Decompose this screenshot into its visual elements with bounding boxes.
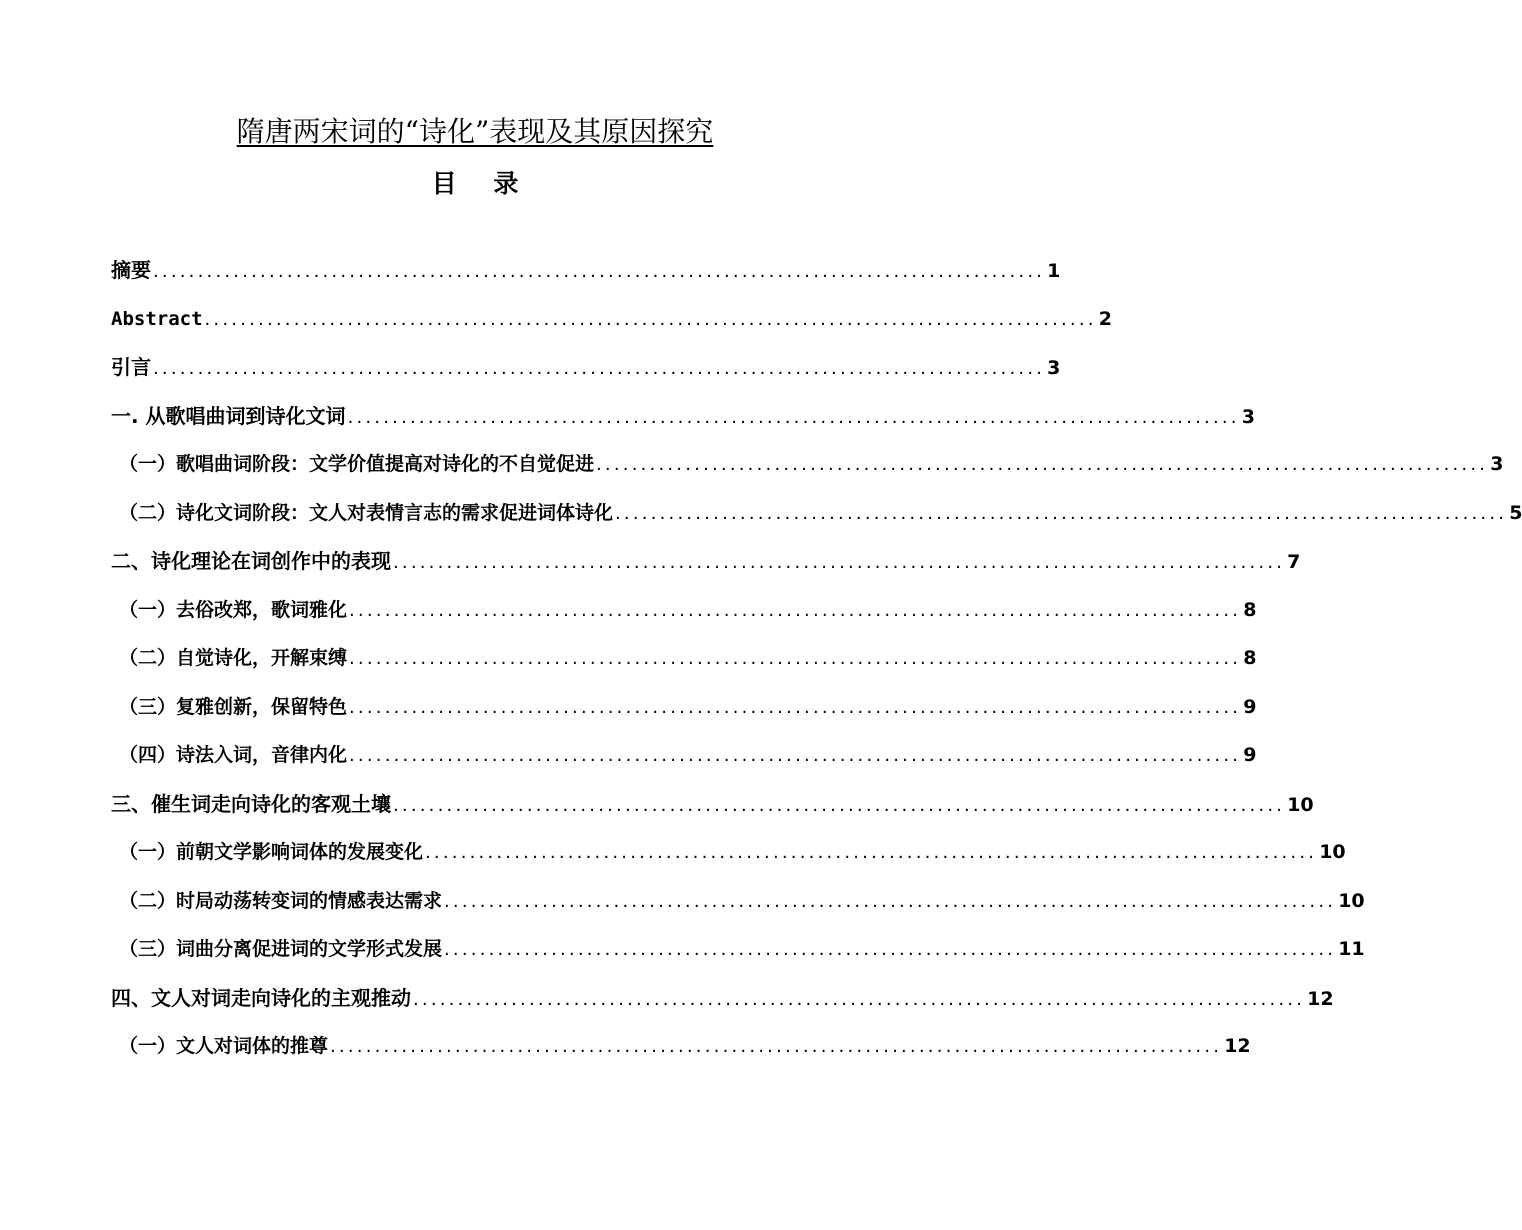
toc-entry-abstract-en[interactable] [111, 301, 1112, 350]
toc-leader-dots: .................................................................................................... [204, 308, 1097, 330]
toc-entry-section-3-3[interactable] [111, 931, 1365, 980]
document-title [0, 112, 950, 152]
toc-entry-page: 8 [1243, 647, 1257, 669]
toc-leader-dots: .................................................................................................... [425, 842, 1318, 863]
toc-leader-dots: .................................................................................................... [444, 890, 1337, 912]
toc-entry-label: （二）时局动荡转变词的情感表达需求 [119, 889, 443, 912]
document-title-text: 隋唐两宋词的“诗化”表现及其原因探究 [236, 115, 714, 148]
toc-entry-page: 12 [1224, 1035, 1251, 1057]
toc-entry-section-2-1[interactable] [111, 592, 1257, 641]
toc-entry-page: 3 [1241, 405, 1255, 428]
toc-entry-label: 引言 [111, 355, 151, 379]
toc-entry-section-2-2[interactable] [111, 640, 1257, 689]
toc-entry-section-3-1[interactable] [111, 834, 1346, 883]
toc-entry-page: 12 [1307, 987, 1334, 1010]
toc-leader-dots: .................................................................................................... [330, 1036, 1223, 1057]
toc-entry-chapter-3[interactable] [111, 786, 1314, 835]
toc-entry-section-2-3[interactable] [111, 689, 1257, 738]
toc-entry-page: 1 [1047, 260, 1061, 282]
toc-entry-label: （三）词曲分离促进词的文学形式发展 [119, 938, 443, 960]
toc-entry-label: 三、催生词走向诗化的客观土壤 [111, 791, 391, 816]
toc-leader-dots: .................................................................................................... [413, 988, 1306, 1010]
toc-entry-page: 9 [1243, 744, 1257, 766]
toc-entry-label: 四、文人对词走向诗化的主观推动 [111, 985, 411, 1010]
toc-entry-page: 10 [1338, 889, 1365, 912]
toc-entry-page: 9 [1243, 695, 1257, 718]
toc-entry-chapter-4[interactable] [111, 980, 1334, 1029]
toc-leader-dots: .................................................................................................... [615, 502, 1508, 524]
toc-entry-label: （三）复雅创新，保留特色 [119, 695, 348, 718]
toc-leader-dots: .................................................................................................... [349, 599, 1242, 621]
toc-leader-dots: .................................................................................................... [349, 745, 1242, 766]
toc-entry-page: 2 [1098, 307, 1112, 330]
toc-leader-dots: .................................................................................................... [153, 358, 1046, 379]
toc-leader-dots: .................................................................................................... [393, 794, 1286, 816]
toc-entry-chapter-1[interactable] [111, 398, 1255, 447]
toc-entry-abstract-cn[interactable] [111, 252, 1061, 301]
toc-entry-page: 10 [1319, 841, 1346, 863]
toc-entry-page: 7 [1287, 551, 1301, 573]
toc-entry-page: 10 [1287, 793, 1314, 816]
toc-entry-label: 二、诗化理论在词创作中的表现 [111, 549, 391, 573]
toc-entry-section-2-4[interactable] [111, 737, 1257, 786]
toc-entry-label: （二）诗化文词阶段：文人对表情言志的需求促进词体诗化 [119, 501, 614, 524]
toc-leader-dots: .................................................................................................... [347, 406, 1240, 428]
toc-entry-page: 8 [1243, 598, 1257, 621]
toc-entry-label: （一）前朝文学影响词体的发展变化 [119, 841, 424, 863]
toc-entry-section-1-1[interactable] [111, 446, 1504, 495]
toc-leader-dots: .................................................................................................... [393, 552, 1286, 573]
toc-entry-label: 一. 从歌唱曲词到诗化文词 [111, 403, 346, 428]
toc-entry-label: （四）诗法入词，音律内化 [119, 744, 348, 766]
table-of-contents [111, 252, 1522, 1077]
toc-leader-dots: .................................................................................................... [349, 648, 1242, 669]
toc-leader-dots: .................................................................................................... [349, 696, 1242, 718]
toc-entry-page: 5 [1509, 501, 1522, 524]
toc-entry-section-3-2[interactable] [111, 883, 1365, 932]
toc-entry-label: （一）去俗改郑，歌词雅化 [119, 598, 348, 621]
toc-entry-page: 3 [1047, 357, 1061, 379]
toc-entry-label: （一）文人对词体的推尊 [119, 1035, 329, 1057]
toc-entry-page: 11 [1338, 938, 1365, 960]
toc-heading: 目 录 [431, 169, 533, 198]
toc-entry-label: Abstract [111, 307, 203, 330]
toc-entry-page: 3 [1490, 453, 1504, 475]
toc-entry-section-4-1[interactable] [111, 1028, 1251, 1077]
toc-entry-introduction[interactable] [111, 349, 1061, 398]
toc-leader-dots: .................................................................................................... [153, 261, 1046, 282]
toc-entry-section-1-2[interactable] [111, 495, 1522, 544]
toc-entry-label: 摘要 [111, 258, 151, 282]
toc-entry-label: （二）自觉诗化，开解束缚 [119, 647, 348, 669]
toc-entry-label: （一）歌唱曲词阶段：文学价值提高对诗化的不自觉促进 [119, 453, 595, 475]
toc-leader-dots: .................................................................................................... [596, 454, 1489, 475]
toc-leader-dots: .................................................................................................... [444, 939, 1337, 960]
toc-entry-chapter-2[interactable] [111, 543, 1301, 592]
